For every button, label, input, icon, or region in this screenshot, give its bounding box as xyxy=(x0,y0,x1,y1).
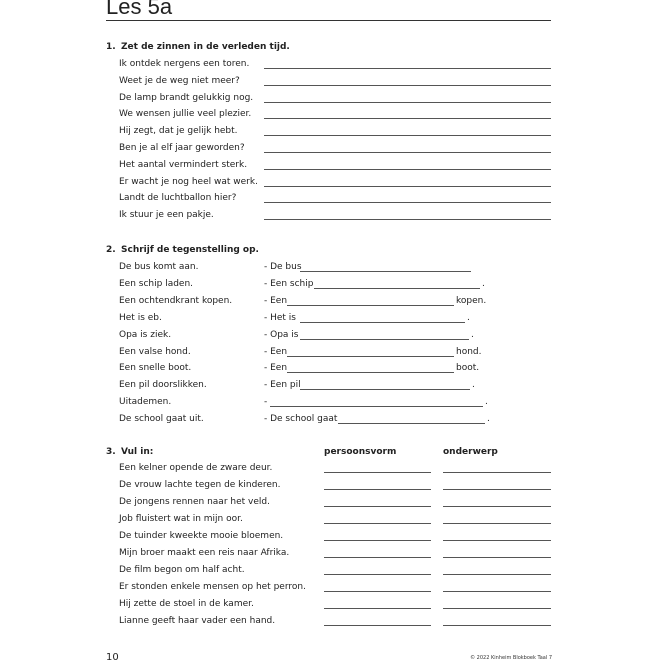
table-row xyxy=(0,582,660,594)
answer-suffix: . xyxy=(482,278,485,289)
answer-line[interactable] xyxy=(264,169,551,170)
answer-suffix: . xyxy=(487,414,490,425)
onderwerp-answer-line[interactable] xyxy=(443,506,551,507)
section-2-heading xyxy=(0,245,660,257)
column-header-onderwerp: onderwerp xyxy=(443,447,498,457)
section-3-number: 3. xyxy=(106,447,116,457)
persoonsvorm-answer-line[interactable] xyxy=(324,625,431,626)
table-row xyxy=(0,531,660,543)
sentence: De school gaat uit. xyxy=(119,414,204,425)
list-item xyxy=(0,109,660,121)
onderwerp-answer-line[interactable] xyxy=(443,557,551,558)
onderwerp-answer-line[interactable] xyxy=(443,540,551,541)
answer-suffix: . xyxy=(467,312,470,323)
sentence: De bus komt aan. xyxy=(119,262,199,272)
list-item xyxy=(0,262,660,274)
sentence: Landt de luchtballon hier? xyxy=(119,193,237,204)
answer-prefix: - Een xyxy=(264,346,288,357)
list-item xyxy=(0,76,660,88)
sentence: Ik ontdek nergens een toren. xyxy=(119,59,250,69)
sentence: De lamp brandt gelukkig nog. xyxy=(119,92,254,103)
answer-line[interactable] xyxy=(287,356,454,357)
answer-suffix: . xyxy=(485,397,488,408)
persoonsvorm-answer-line[interactable] xyxy=(324,523,431,524)
list-item xyxy=(0,397,660,409)
list-item xyxy=(0,93,660,105)
answer-line[interactable] xyxy=(264,202,551,203)
sentence: Een snelle boot. xyxy=(119,363,192,374)
answer-line[interactable] xyxy=(270,406,483,407)
answer-line[interactable] xyxy=(264,85,551,86)
sentence: Er stonden enkele mensen op het perron. xyxy=(119,582,306,592)
table-row xyxy=(0,514,660,526)
sentence: Opa is ziek. xyxy=(119,329,172,340)
sentence: Het is eb. xyxy=(119,312,162,323)
answer-prefix: - Een xyxy=(264,363,288,374)
answer-suffix: hond. xyxy=(456,346,482,357)
section-2-number: 2. xyxy=(106,245,116,255)
sentence: Mijn broer maakt een reis naar Afrika. xyxy=(119,548,290,558)
answer-prefix: - Het is xyxy=(264,312,296,323)
sentence: Een schip laden. xyxy=(119,278,194,289)
list-item xyxy=(0,279,660,291)
answer-prefix: - Opa is xyxy=(264,329,299,340)
list-item xyxy=(0,193,660,205)
answer-suffix: . xyxy=(472,380,475,391)
answer-line[interactable] xyxy=(300,322,465,323)
sentence: De film begon om half acht. xyxy=(119,565,245,575)
list-item xyxy=(0,414,660,426)
sentence: Hij zette de stoel in de kamer. xyxy=(119,599,254,609)
sentence: Hij zegt, dat je gelijk hebt. xyxy=(119,126,238,137)
sentence: De tuinder kweekte mooie bloemen. xyxy=(119,531,284,541)
sentence: Ben je al elf jaar geworden? xyxy=(119,143,245,153)
list-item xyxy=(0,330,660,342)
sentence: Lianne geeft haar vader een hand. xyxy=(119,616,276,626)
answer-line[interactable] xyxy=(287,305,454,306)
list-item xyxy=(0,347,660,359)
section-1-heading xyxy=(0,42,660,54)
onderwerp-answer-line[interactable] xyxy=(443,489,551,490)
answer-suffix: boot. xyxy=(456,363,480,374)
section-1-title: Zet de zinnen in de verleden tijd. xyxy=(121,42,290,52)
answer-line[interactable] xyxy=(338,423,485,424)
list-item xyxy=(0,363,660,375)
list-item xyxy=(0,210,660,222)
persoonsvorm-answer-line[interactable] xyxy=(324,608,431,609)
answer-prefix: - De school gaat xyxy=(264,414,338,425)
list-item xyxy=(0,380,660,392)
sentence: Een ochtendkrant kopen. xyxy=(119,295,233,306)
sentence: Er wacht je nog heel wat werk. xyxy=(119,176,258,187)
answer-line[interactable] xyxy=(264,68,551,69)
persoonsvorm-answer-line[interactable] xyxy=(324,472,431,473)
list-item xyxy=(0,126,660,138)
page-title: Les 5a xyxy=(106,0,173,19)
table-row xyxy=(0,480,660,492)
list-item xyxy=(0,177,660,189)
persoonsvorm-answer-line[interactable] xyxy=(324,540,431,541)
table-row xyxy=(0,463,660,475)
answer-line[interactable] xyxy=(264,219,551,220)
answer-line[interactable] xyxy=(264,135,551,136)
table-row xyxy=(0,548,660,560)
sentence: Job fluistert wat in mijn oor. xyxy=(119,514,243,524)
section-1-number: 1. xyxy=(106,42,116,52)
table-row xyxy=(0,599,660,611)
list-item xyxy=(0,296,660,308)
answer-suffix: . xyxy=(471,329,474,340)
answer-line[interactable] xyxy=(287,372,454,373)
sentence: Weet je de weg niet meer? xyxy=(119,75,240,86)
title-divider xyxy=(106,20,551,21)
copyright-notice: © 2022 Kinheim Blokboek Taal 7 xyxy=(470,655,552,661)
sentence: Een pil doorslikken. xyxy=(119,380,207,391)
answer-line[interactable] xyxy=(300,271,471,272)
answer-line[interactable] xyxy=(264,102,551,103)
section-2-title: Schrijf de tegenstelling op. xyxy=(121,245,259,255)
page-number: 10 xyxy=(106,652,119,663)
sentence: Het aantal vermindert sterk. xyxy=(119,159,248,170)
persoonsvorm-answer-line[interactable] xyxy=(324,506,431,507)
persoonsvorm-answer-line[interactable] xyxy=(324,489,431,490)
answer-prefix: - Een xyxy=(264,295,288,306)
answer-line[interactable] xyxy=(300,389,470,390)
sentence: Een kelner opende de zware deur. xyxy=(119,463,273,473)
answer-prefix: - xyxy=(264,397,268,408)
column-header-persoonsvorm: persoonsvorm xyxy=(324,447,397,457)
persoonsvorm-answer-line[interactable] xyxy=(324,591,431,592)
answer-line[interactable] xyxy=(264,186,551,187)
section-3-title: Vul in: xyxy=(121,447,154,457)
onderwerp-answer-line[interactable] xyxy=(443,523,551,524)
answer-line[interactable] xyxy=(264,118,551,119)
answer-line[interactable] xyxy=(314,288,480,289)
sentence: Ik stuur je een pakje. xyxy=(119,210,214,221)
sentence: Uitademen. xyxy=(119,397,172,408)
onderwerp-answer-line[interactable] xyxy=(443,591,551,592)
answer-suffix: kopen. xyxy=(456,295,487,306)
onderwerp-answer-line[interactable] xyxy=(443,574,551,575)
list-item xyxy=(0,160,660,172)
sentence: De vrouw lachte tegen de kinderen. xyxy=(119,480,281,490)
sentence: De jongens rennen naar het veld. xyxy=(119,497,270,507)
onderwerp-answer-line[interactable] xyxy=(443,625,551,626)
onderwerp-answer-line[interactable] xyxy=(443,472,551,473)
persoonsvorm-answer-line[interactable] xyxy=(324,574,431,575)
sentence: Een valse hond. xyxy=(119,346,191,357)
sentence: We wensen jullie veel plezier. xyxy=(119,109,252,120)
table-row xyxy=(0,565,660,577)
onderwerp-answer-line[interactable] xyxy=(443,608,551,609)
list-item xyxy=(0,59,660,71)
answer-prefix: - De bus xyxy=(264,262,302,272)
table-row xyxy=(0,497,660,509)
answer-line[interactable] xyxy=(264,152,551,153)
answer-prefix: - Een schip xyxy=(264,278,314,289)
answer-prefix: - Een pil xyxy=(264,380,301,391)
table-row xyxy=(0,616,660,628)
list-item xyxy=(0,313,660,325)
answer-line[interactable] xyxy=(300,339,469,340)
persoonsvorm-answer-line[interactable] xyxy=(324,557,431,558)
list-item xyxy=(0,143,660,155)
